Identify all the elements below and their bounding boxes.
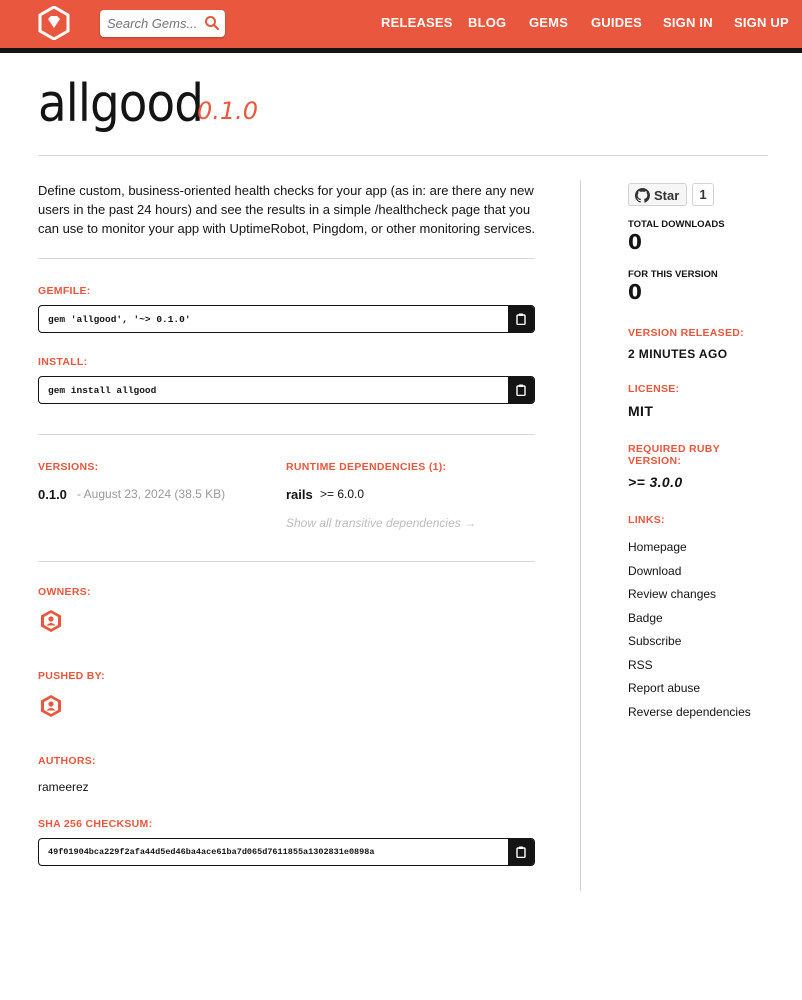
install-label: INSTALL: [38,356,88,368]
links-label: LINKS: [628,514,665,526]
copy-gemfile-button[interactable] [508,306,534,332]
authors-label: AUTHORS: [38,755,96,767]
checksum-value[interactable]: 49f01904bca229f2afa44d5ed46ba4ace61ba7d065d7611855a1302831e0898a [48,847,375,857]
link-reverse-dependencies[interactable]: Reverse dependencies [628,705,751,719]
gem-version: 0.1.0 [197,97,259,125]
total-downloads-label: TOTAL DOWNLOADS [628,219,725,230]
header-border [0,48,802,53]
link-report-abuse[interactable]: Report abuse [628,681,701,695]
search-icon[interactable] [204,15,220,31]
pushed-by-label: PUSHED BY: [38,670,105,682]
install-codebox[interactable] [38,376,535,404]
nav-sign-in[interactable]: SIGN IN [663,15,713,30]
divider [38,258,535,259]
copy-install-button[interactable] [508,377,534,403]
gem-name: allgood [38,74,204,134]
clipboard-icon [516,846,526,858]
search-box[interactable] [100,10,225,37]
ruby-version-value: >= 3.0.0 [628,474,683,490]
link-download[interactable]: Download [628,564,682,578]
link-review-changes[interactable]: Review changes [628,587,717,601]
license-value: MIT [628,403,654,419]
show-transitive-deps-link[interactable]: Show all transitive dependencies → [286,516,477,530]
version-released-value: 2 MINUTES AGO [628,347,728,361]
version-downloads-value: 0 [628,280,642,304]
version-meta: - August 23, 2024 (38.5 KB) [77,487,226,501]
dependency-link[interactable]: rails [286,487,313,502]
checksum-label: SHA 256 CHECKSUM: [38,818,153,830]
link-subscribe[interactable]: Subscribe [628,634,682,648]
divider [38,561,535,562]
version-released-label: VERSION RELEASED: [628,327,744,339]
rubygems-logo-icon[interactable] [38,6,70,40]
gem-description: Define custom, business-oriented health checks for your app (as in: are there any new users in the past 24 hours) and see the results in a simple /healthcheck page that you can use to monitor your app with UptimeRobot, Pingdom, or other monitoring services. [38,183,536,236]
nav-guides[interactable]: GUIDES [591,15,643,30]
license-label: LICENSE: [628,383,680,395]
user-hexagon-icon[interactable] [39,694,63,718]
link-badge[interactable]: Badge [628,611,663,625]
gemfile-code[interactable]: gem 'allgood', '~> 0.1.0' [48,314,191,325]
clipboard-icon [516,313,526,325]
github-star-button[interactable] [628,183,687,206]
sidebar-divider [580,180,581,891]
copy-checksum-button[interactable] [508,839,534,865]
gemfile-label: GEMFILE: [38,285,91,297]
nav-gems[interactable]: GEMS [529,15,569,30]
version-link[interactable]: 0.1.0 [38,487,67,502]
owners-label: OWNERS: [38,586,91,598]
install-code[interactable]: gem install allgood [48,385,157,396]
gemfile-codebox[interactable] [38,305,535,333]
author-names: rameerez [38,780,89,794]
version-downloads-label: FOR THIS VERSION [628,269,718,280]
divider [38,434,535,435]
clipboard-icon [516,384,526,396]
search-input[interactable] [107,16,197,31]
github-icon [635,188,650,203]
nav-sign-up[interactable]: SIGN UP [734,15,789,30]
nav-blog[interactable]: BLOG [468,15,507,30]
nav-releases[interactable]: RELEASES [381,15,453,30]
title-divider [38,155,768,156]
runtime-deps-label: RUNTIME DEPENDENCIES (1): [286,461,447,473]
versions-label: VERSIONS: [38,461,99,473]
user-hexagon-icon[interactable] [39,609,63,633]
ruby-version-label-line2: VERSION: [628,455,682,467]
star-count[interactable]: 1 [692,183,714,206]
link-rss[interactable]: RSS [628,658,653,672]
link-homepage[interactable]: Homepage [628,540,687,554]
dependency-requirement: >= 6.0.0 [320,487,365,501]
ruby-version-label-line1: REQUIRED RUBY [628,443,720,455]
checksum-codebox[interactable] [38,838,535,866]
star-label: Star [654,188,680,203]
total-downloads-value: 0 [628,230,642,254]
